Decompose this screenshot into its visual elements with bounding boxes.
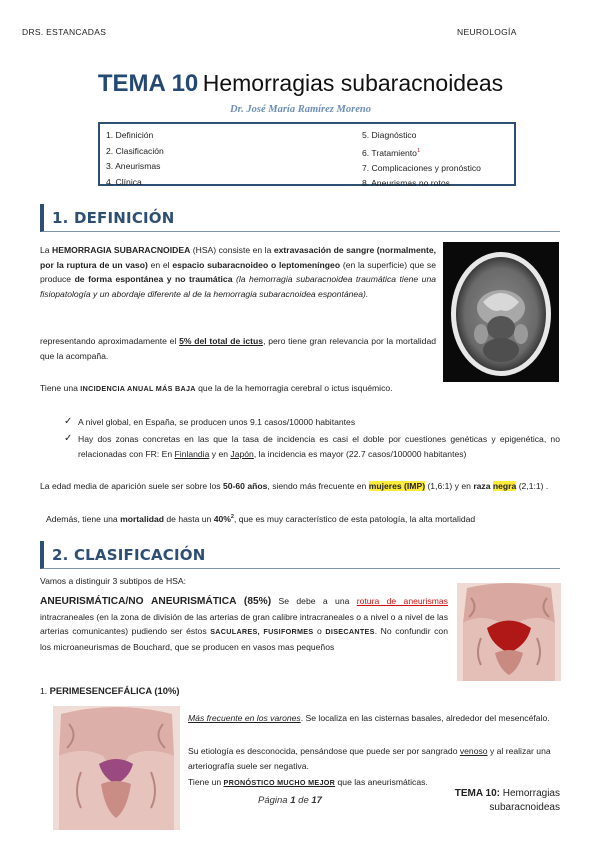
toc-right-column [362, 128, 481, 192]
header-left: DRS. ESTANCADAS [22, 27, 107, 37]
definicion-paragraph-4: La edad media de aparición suele ser sobre los 50-60 años, siendo más frecuente en mujeres (IMP) (1,6:1) y en raza negra (2,1:1) . [40, 481, 549, 491]
header-right: NEUROLOGÍA [457, 27, 517, 37]
author: Dr. José María Ramírez Moreno [230, 104, 371, 115]
title-number: TEMA 10 [97, 70, 199, 97]
section-title: 1. DEFINICIÓN [52, 209, 175, 227]
toc-item[interactable]: 5. Diagnóstico [362, 130, 417, 140]
title-text: Hemorragias subaracnoideas [202, 70, 504, 96]
table-of-contents [98, 122, 516, 189]
peri-paragraph-3: Tiene un PRONÓSTICO MUCHO MEJOR que las aneurismáticas. [188, 777, 428, 787]
aneurismatica-paragraph: ANEURISMÁTICA/NO ANEURISMÁTICA (85%) Se debe a una rotura de aneurismas intracraneales (en la zona de división de las arterias de gran calibre intracraneales o a nivel o a nivel de las arterias comunicantes) pudiendo ser éstos SACULARES, FUSIFORMES o DISECANTES. No confundir con los microaneurismas de Bouchard, que se producen en vasos mas pequeños [40, 596, 448, 652]
ct-scan-icon [443, 242, 559, 382]
peri-paragraph-2: Su etiología es desconocida, pensándose que puede ser por sangrado venoso y al realizar una arteriografía suele ser negativa. [188, 746, 551, 771]
definicion-paragraph-2: representando aproximadamente el 5% del total de ictus, pero tiene gran relevancia por la mortalidad que la acompaña. [40, 336, 437, 361]
toc-item-label: 6. Tratamiento [362, 147, 417, 158]
footer-tema: TEMA 10: Hemorragias subaracnoideas [454, 788, 560, 813]
definicion-paragraph-1: La HEMORRAGIA SUBARACNOIDEA (HSA) consiste en la extravasación de sangre (normalmente, por la ruptura de un vaso) en el espacio subaracnoideo o leptomeníngeo (en la superficie) que se produce de forma espontánea y no traumática (la hemorragia subaracnoidea traumática tiene una fisiopatología y un abordaje diferente al de la hemorragia subaracnoidea espontánea). [40, 245, 437, 299]
toc-item[interactable]: 1. Definición [106, 130, 154, 140]
perimesencefalica-heading: 1. PERIMESENCEFÁLICA (10%) [40, 685, 180, 696]
footnote-mark: 1 [416, 147, 420, 154]
section-heading-clasificacion [40, 541, 560, 569]
peri-paragraph-1: Más frecuente en los varones. Se localiza en las cisternas basales, alrededor del mesencéfalo. [188, 713, 550, 723]
definicion-paragraph-5: Además, tiene una mortalidad de hasta un 40%$^2$, que es muy característico de esta patología, la alta mortalidad [46, 513, 476, 524]
page-title [0, 70, 601, 98]
toc-item[interactable]: 8. Aneurismas no rotos [362, 178, 450, 189]
ct-scan-image [443, 242, 559, 382]
toc-item[interactable]: 4. Clínica [106, 176, 142, 187]
toc-item[interactable] [362, 144, 481, 161]
anatomy-image-perimesencefalica [53, 706, 180, 830]
toc-left-column [106, 128, 164, 190]
check-icon: ✓ [64, 416, 73, 427]
brain-anatomy-icon [457, 583, 561, 681]
toc-item[interactable]: 7. Complicaciones y pronóstico [362, 162, 481, 173]
subtype-heading: ANEURISMÁTICA/NO ANEURISMÁTICA (85%) [40, 596, 272, 607]
section-title: 2. CLASIFICACIÓN [52, 546, 206, 564]
brain-anatomy-icon [53, 706, 180, 830]
section-heading-definicion [40, 204, 560, 232]
page-number: Página 1 de 17 [258, 795, 322, 806]
anatomy-image-aneurismatica [457, 583, 561, 681]
bullet-item: ✓ A nivel global, en España, se producen unos 9.1 casos/10000 habitantes [78, 415, 560, 430]
bullet-item: ✓ Hay dos zonas concretas en las que la tasa de incidencia es casi el doble por cuestiones genéticas y epigenética, no relacionadas con FR: En Finlandia y en Japón, la incidencia es mayor (22.7 casos/100000 habitantes) [64, 433, 560, 459]
definicion-paragraph-3: Tiene una INCIDENCIA ANUAL MÁS BAJA que la de la hemorragia cerebral o ictus isquémico. [40, 383, 393, 393]
toc-item[interactable]: 3. Aneurismas [106, 161, 161, 171]
check-icon: ✓ [64, 433, 73, 444]
clasificacion-intro: Vamos a distinguir 3 subtipos de HSA: [40, 576, 187, 586]
toc-item[interactable]: 2. Clasificación [106, 145, 164, 156]
